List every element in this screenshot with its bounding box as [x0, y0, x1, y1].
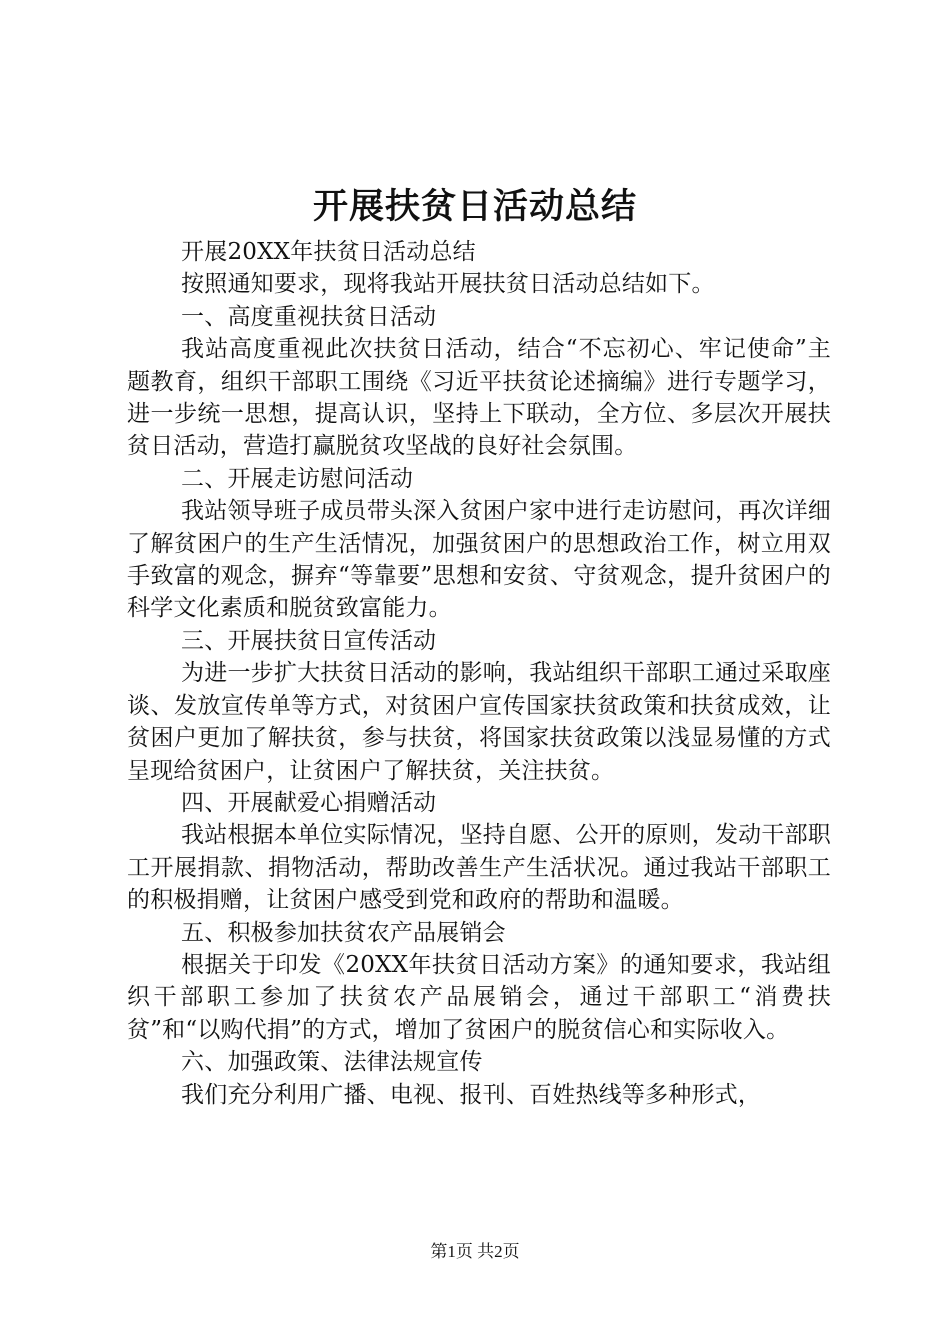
section-heading-5: 五、积极参加扶贫农产品展销会 [181, 919, 506, 946]
section-heading-6: 六、加强政策、法律法规宣传 [181, 1049, 483, 1076]
document-title: 开展扶贫日活动总结 [312, 186, 637, 227]
paragraph-subtitle: 开展20XX年扶贫日活动总结 [181, 239, 476, 265]
paragraph-section-4: 我站根据本单位实际情况，坚持自愿、公开的原则，发动干部职工开展捐款、捐物活动，帮助改善生产生活状况。通过我站干部职工的积极捐赠，让贫困户感受到党和政府的帮助和温暖。 [127, 822, 831, 914]
paragraph-section-1: 我站高度重视此次扶贫日活动，结合“不忘初心、牢记使命”主题教育，组织干部职工围绕《习近平扶贫论述摘编》进行专题学习，进一步统一思想，提高认识，坚持上下联动，全方位、多层次开展扶贫日活动，营造打赢脱贫攻坚战的良好社会氛围。 [127, 336, 831, 460]
paragraph-intro: 按照通知要求，现将我站开展扶贫日活动总结如下。 [181, 271, 715, 298]
section-heading-1: 一、高度重视扶贫日活动 [181, 303, 437, 330]
paragraph-section-6: 我们充分利用广播、电视、报刊、百姓热线等多种形式， [181, 1081, 762, 1108]
section-heading-3: 三、开展扶贫日宣传活动 [181, 627, 437, 654]
section-heading-4: 四、开展献爱心捐赠活动 [181, 789, 437, 816]
paragraph-section-5: 根据关于印发《20XX年扶贫日活动方案》的通知要求，我站组织干部职工参加了扶贫农产品展销会，通过干部职工“消费扶贫”和“以购代捐”的方式，增加了贫困户的脱贫信心和实际收入。 [127, 951, 831, 1043]
document-body [127, 236, 831, 1111]
paragraph-section-3: 为进一步扩大扶贫日活动的影响，我站组织干部职工通过采取座谈、发放宣传单等方式，对贫困户宣传国家扶贫政策和扶贫成效，让贫困户更加了解扶贫，参与扶贫，将国家扶贫政策以浅显易懂的方式呈现给贫困户，让贫困户了解扶贫，关注扶贫。 [127, 660, 831, 784]
paragraph-section-2: 我站领导班子成员带头深入贫困户家中进行走访慰问，再次详细了解贫困户的生产生活情况，加强贫困户的思想政治工作，树立用双手致富的观念，摒弃“等靠要”思想和安贫、守贫观念，提升贫困户的科学文化素质和脱贫致富能力。 [127, 498, 831, 622]
section-heading-2: 二、开展走访慰问活动 [181, 465, 414, 492]
page-number-footer: 第1页 共2页 [430, 1242, 520, 1261]
